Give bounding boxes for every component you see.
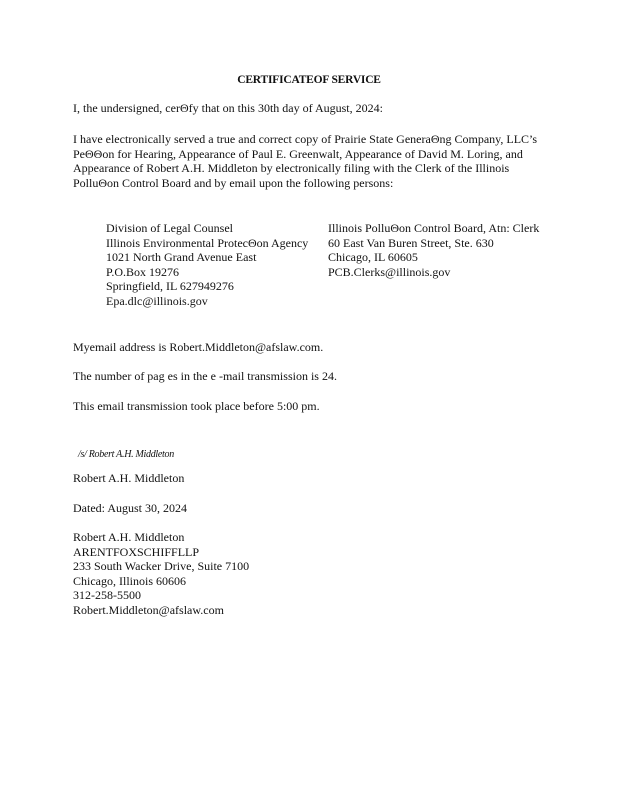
- contact-street: 233 South Wacker Drive, Suite 7100: [73, 559, 250, 574]
- intro-paragraph: I, the undersigned, cerΘfy that on this 30th day of August, 2024:: [73, 101, 383, 115]
- recipient-line: 60 East Van Buren Street, Ste. 630: [328, 235, 494, 250]
- contact-phone: 312-258-5500: [73, 588, 141, 603]
- contact-firm: ARENTFOXSCHIFFLLP: [73, 544, 200, 559]
- recipient-pollution-control-board: [328, 221, 539, 279]
- email-address-line: Myemail address is Robert.Middleton@afslaw.com.: [73, 340, 324, 354]
- electronic-signature: /s/ Robert A.H. Middleton: [78, 449, 174, 460]
- contact-block: [73, 530, 553, 618]
- recipient-email: PCB.Clerks@illinois.gov: [328, 264, 451, 279]
- recipient-line: Springfield, IL 627949276: [106, 279, 234, 294]
- page-count-line: The number of pag es in the e -mail transmission is 24.: [73, 369, 337, 383]
- dated-line: Dated: August 30, 2024: [73, 501, 187, 515]
- recipient-line: Illinois PolluΘon Control Board, Atn: Clerk: [328, 221, 540, 235]
- contact-city: Chicago, Illinois 60606: [73, 573, 186, 588]
- recipient-line: Chicago, IL 60605: [328, 250, 418, 265]
- recipient-line: Illinois Environmental ProtecΘon Agency: [106, 235, 309, 250]
- recipient-email: Epa.dlc@illinois.gov: [106, 293, 208, 308]
- recipient-line: 1021 North Grand Avenue East: [106, 250, 257, 265]
- recipient-line: P.O.Box 19276: [106, 264, 180, 279]
- recipient-division-legal-counsel: [106, 221, 308, 309]
- body-paragraph: I have electronically served a true and correct copy of Prairie State GeneraΘng Company, LLC’s PeΘΘon for Hearing, Appearance of Paul E. Greenwalt, Appearance of David M. Loring, and Appearance of Robert A.H. Middleton by electronically filing with the Clerk of the Illinois PolluΘon Control Board and by email upon the following persons:: [73, 132, 538, 190]
- signer-name: Robert A.H. Middleton: [73, 471, 185, 485]
- recipient-line: Division of Legal Counsel: [106, 221, 233, 235]
- contact-name: Robert A.H. Middleton: [73, 530, 185, 544]
- document-title: CERTIFICATEOF SERVICE: [237, 74, 381, 86]
- contact-email: Robert.Middleton@afslaw.com: [73, 602, 224, 617]
- transmission-time-line: This email transmission took place before 5:00 pm.: [73, 399, 320, 413]
